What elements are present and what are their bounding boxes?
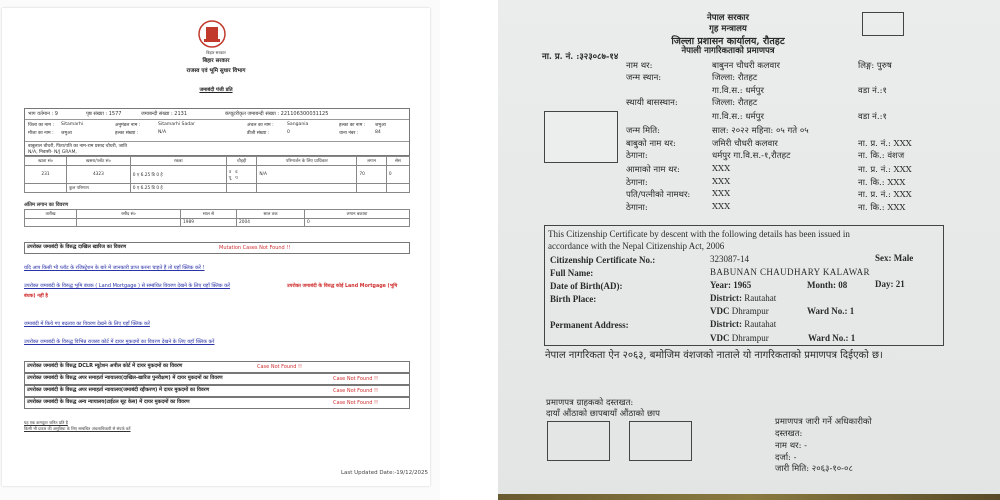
case-row [24,385,410,397]
last-rent-title: अंतिम लगान का विवरण [24,202,69,208]
cell [77,219,181,227]
row-label: पति/पत्नीको नामथर: [626,190,691,200]
page-field: पृष्ठ संख्या : 1577 [86,111,122,117]
cell: 231 [25,166,67,184]
mortgage-status: उपरोक्त जमाबंदी के विरुद्ध कोई Land Mortgage (भूमि [287,284,398,289]
col-rakba: रकबा [130,157,226,166]
dob-month: Month: 08 [807,280,848,290]
thana-label: थाना नंबर : [339,131,359,136]
row-label: नाम थर: [626,61,653,71]
ward-field: Ward No.: 1 [808,333,856,343]
case-status: Case Not Found !! [333,376,379,382]
office-heading: जिल्ला प्रशासन कार्यालय, रौतहट [671,36,785,47]
district-label: जिला का नाम : [28,123,55,128]
circle-label: अंचल का नाम : [247,123,274,128]
thumbprint-label: दायाँ औंठाको छापबायाँ औंठाको छाप [546,409,660,419]
last-updated-date: Last Updated Date:-19/12/2025 [340,470,428,476]
land-record-panel [0,0,440,500]
cell: 2004 [237,219,305,227]
document-title: जमाबंदी पंजी प्रति [199,87,233,93]
row-value: जिल्ला: रौतहट [712,73,758,83]
table-row [25,219,410,227]
registration-link[interactable]: यदि आप किसी भी प्लॉट के रजिस्ट्रेशन के बारे में जानकारी प्राप्त करना चाहते हैं तो यहाँ क्लिक करें ! [24,265,205,271]
plot-table-header [25,157,410,166]
halka-no-value: N/A [158,130,167,135]
row-label: स्थायी बासस्थान: [626,98,678,108]
vdc-label: VDC [710,306,730,316]
row-label: ठेगाना: [626,203,648,213]
raiyat-address: N/A, निवासी- N/J GRAM, [28,150,77,155]
department-name: राजस्व एवं भूमि सुधार विभाग [186,68,246,74]
cell: 1989 [181,219,237,227]
subdivision-label: अनुमंडल नाम : [115,123,141,128]
full-name-value: BABUNAN CHAUDHARY KALAWAR [710,267,870,277]
total-row [25,184,410,193]
dob-day: Day: 21 [875,279,905,289]
contact-note: किसी भी प्रकार की असुविधा के लिए सम्बंधित अंचलाधिकारी से संपर्क करें [24,426,131,431]
revenue-courts-link[interactable]: उपरोक्त जमाबंदी के विरुद्ध विभिन्न राजस्व कोर्ट में दायर मुकदमों का विवरण देखने के लिए यहाँ क्लिक करें [24,339,215,345]
col-receipt: रसीद सं० [77,210,181,219]
col-year-to: साल तक [237,210,305,219]
cell [25,219,77,227]
case-row [24,361,410,373]
english-details-box [544,225,944,346]
cell: 0 [386,166,409,184]
jamabandi-info-box [24,108,410,156]
case-label: उपरोक्त जमाबंदी के विरुद्ध अन्य न्यायालय(टाईटल सूट केस) में दायर मुकदमों का विवरण [27,399,190,405]
col-cess: सेस [386,157,409,166]
act-statement: नेपाल नागरिकता ऐन २०६३, बमोजिम वंशजको नाताले यो नागरिकताको प्रमाणपत्र दिईएको छ। [545,350,883,361]
row-value: बाबुनन चौधरी कलवार [712,61,780,71]
row-label: ठेगाना: [626,178,648,188]
row-label: जन्म स्थान: [626,73,662,83]
vdc-value: Dhrampur [731,306,769,316]
cell: उ द पू प [226,166,257,184]
row-label: जन्म मिति: [626,126,660,136]
birth-place-label: Birth Place: [550,294,597,304]
mutation-row [24,242,410,254]
halka-label: हल्का का नाम : [339,123,366,128]
citizenship-certificate-photo [498,0,1000,500]
case-status: Case Not Found !! [257,364,303,370]
full-name-label: Full Name: [550,268,594,278]
vdc-label: VDC [710,333,730,343]
col-date: तारीख [25,210,77,219]
officer-signature-label: प्रमाणपत्र जारी गर्ने अधिकारीको [775,417,872,427]
total-label: कुल परिमाण [67,184,131,193]
ward-field: Ward No.: 1 [807,306,855,316]
mutation-label: उपरोक्त जमाबंदी के विरुद्ध दाखिल खारिज का विवरण [27,244,127,250]
raiyat-details: बाबुलाल चौधरी, पिता/पति का नाम-राम प्रसाद चौधरी, जाति [28,144,128,149]
right-thumbprint-box [547,421,610,461]
govt-heading: नेपाल सरकार [707,13,749,23]
row-right: वडा नं.:१ [858,86,887,96]
row-right: लिङ्ग: पुरुष [858,61,892,71]
sex-field: Sex: Male [875,253,914,263]
case-row [24,397,410,409]
cell: 0 ए 6.25 डि 0 है [130,166,226,184]
officer-rank: दर्जा: - [775,453,797,463]
emblem-caption: बिहार सरकार [206,50,226,55]
table-row [25,166,410,184]
district-label: District: [710,293,742,303]
district-value: Rautahat [744,319,777,329]
govt-name: बिहार सरकार [202,58,230,64]
row-label: आमाको नाम थर: [626,165,680,175]
mutation-status: Mutation Cases Not Found !! [219,245,291,251]
computer-generated-note: यह एक कम्प्यूटर जनित प्रति है [24,420,68,425]
photo-placeholder [544,111,618,163]
circle-value: Sangania [287,122,309,127]
cell: N/A [257,166,357,184]
left-thumbprint-box [629,421,692,461]
total-area: 0 ए 6.25 डि 0 है [130,184,226,193]
col-khesra: खसरा/प्लॉट सं० [67,157,131,166]
officer-name: नाम थर: - [775,441,808,451]
row-label: ठेगाना: [626,151,648,161]
certificate-number: ना. प्र. नं. :३२३०८७-१४ [542,52,619,62]
photo-stamp-box [862,12,904,36]
row-value: जिल्ला: रौतहट [712,98,758,108]
col-authority: परिमार्जन के लिए प्राधिकार [257,157,357,166]
col-khata: खाता सं० [25,157,67,166]
plot-table [24,156,410,193]
row-value: साल: २०२२ महिना: ०५ गते ०५ [712,126,809,136]
case-label: उपरोक्त जमाबंदी के विरुद्ध अपर समाहर्ता न्यायालय(दाखिल-खारिज पुनरीक्षण) में दायर मुकदमों का विवरण [27,375,223,381]
case-status: Case Not Found !! [333,400,379,406]
holder-signature-label: प्रमाणपत्र ग्राहकको दस्तखत: [546,398,634,408]
certificate-heading: नेपाली नागरिकताको प्रमाणपत्र [681,46,775,56]
row-right: ना. कि.: XXX [858,178,906,188]
dob-year: Year: 1965 [710,280,752,290]
row-right: वडा नं.:१ [858,112,887,122]
row-value: गा.वि.स.: धर्मपुर [712,86,764,96]
subdivision-value: Sitamarhi Sadar [158,122,195,127]
bihar-emblem-logo [198,20,226,48]
row-right: ना. कि.: वंशज [858,151,905,161]
row-value: XXX [712,177,731,187]
jamabandi-field: जमाबन्दी संख्या : 2131 [141,111,188,117]
row-value: XXX [712,164,731,174]
halka-no-label: हल्का संख्या : [115,131,139,136]
district-value: Rautahat [744,293,777,303]
row-right: ना. प्र. नं.: XXX [858,165,912,175]
dg-value: 0 [287,130,290,135]
col-chauhaddi: चौहद्दी [226,157,257,166]
vdc-value: Dhrampur [731,333,769,343]
row-right: ना. प्र. नं.: XXX [858,139,912,149]
computerised-jamabandi-field: कंप्यूटरीकृत जमाबन्दी संख्या : 221106300031125 [225,111,329,117]
land-record-document [2,8,430,486]
row-value: जमिरी चौधरी कलवार [712,139,778,149]
district-label: District: [710,319,742,329]
cert-no-label: Citizenship Certificate No.: [550,255,656,265]
case-status: Case Not Found !! [333,388,379,394]
ministry-heading: गृह मन्त्रालय [709,24,747,34]
officer-signature-label-cont: दस्तखत: [775,429,803,439]
row-right: ना. कि.: XXX [858,203,906,213]
cell: 70 [357,166,387,184]
bhag-field: भाग वर्तमान : 9 [28,111,58,117]
row-value: XXX [712,202,731,212]
case-row [24,373,410,385]
dg-label: डीजी संख्या : [247,131,270,136]
english-intro-cont: accordance with the Nepal Citizenship Act, 2006 [548,241,725,251]
case-label: उपरोक्त जमाबंदी के विरुद्ध अपर समाहर्ता न्यायालय(जमाबंदी रद्दीकरण) में दायर मुकदमों का विवरण [27,387,210,393]
thana-value: 84 [375,130,381,135]
mauza-label: मौजा का नाम : [28,131,54,136]
cert-no-value: 323087-14 [710,254,749,264]
rent-table [24,209,410,227]
dob-label: Date of Birth(AD): [550,281,623,291]
case-label: उपरोक्त जमाबंदी के विरुद्ध DCLR म्यूटेशन अपील कोर्ट में दायर मुकदमों का विवरण [27,363,183,369]
table-edge [498,494,1000,500]
row-value: XXX [712,189,731,199]
english-intro: This Citizenship Certificate by descent with the following details has been issued in [548,229,850,239]
row-right: ना. प्र. नं.: XXX [858,190,912,200]
row-value: धर्मपुर गा.वि.स.-१,रौतहट [712,151,791,161]
col-year-from: साल से [181,210,237,219]
row-label: बाबुको नाम थर: [626,139,676,149]
jamabandi-changes-link[interactable]: जमाबंदी में किये गए बदलाव का विवरण देखने के लिए यहाँ क्लिक करें [24,321,150,327]
row-value: गा.वि.स.: धर्मपुर [712,112,764,122]
permanent-address-label: Permanent Address: [550,320,629,330]
col-dues: लगान बकाया [305,210,410,219]
issue-date: जारी मिति: २०६३-१०-०८ [775,464,853,474]
land-mortgage-link[interactable]: उपरोक्त जमाबंदी के विरुद्ध भूमि बंधक ( Land Mortgage ) से सम्बंधित विवरण देखने के लिए यहाँ क्लिक करें [24,283,231,289]
cell: 4323 [67,166,131,184]
mauza-value: जमुआ [61,131,72,136]
district-value: Sitamarhi [61,122,84,127]
col-lagan: लगान [357,157,387,166]
rent-table-header [25,210,410,219]
cell: 0 [305,219,410,227]
halka-value: जमुआ [375,123,386,128]
mortgage-status-cont: बंधक) नहीं है [24,294,48,299]
